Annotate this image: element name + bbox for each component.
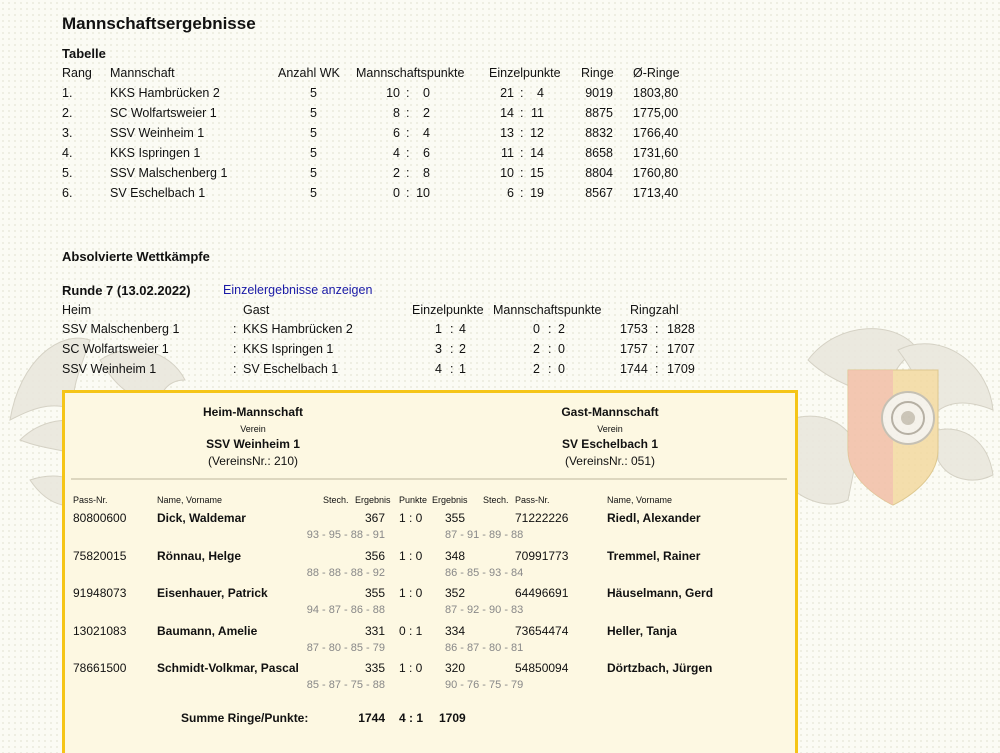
home-result: 367 [364,511,385,525]
guest-result: 334 [445,623,466,638]
standings-mp-guest: 0 [423,86,430,100]
home-pass-nr: 91948073 [73,586,127,600]
home-team-name: SSV Weinheim 1 [206,437,300,451]
standings-rang: 1. [62,86,73,100]
match-mp-sep: : [548,362,552,376]
home-pass-nr: 78661500 [73,661,127,675]
standings-ringe: 8832 [585,126,613,140]
home-series: 87 - 80 - 85 - 79 [306,641,385,654]
standings-team: SV Eschelbach 1 [110,186,206,200]
standings-anzahl-wk: 5 [310,166,317,180]
standings-ringe: 8658 [585,146,613,160]
home-shooter-name: Rönnau, Helge [157,548,242,563]
guest-result: 348 [445,548,466,563]
col-pass-nr-guest: Pass-Nr. [515,495,550,505]
col-stech-home: Stech. [323,495,349,505]
col-mannschaft: Mannschaft [110,66,175,80]
guest-pass-nr: 73654474 [515,623,569,638]
guest-result: 320 [445,661,466,675]
col-pass-nr-home: Pass-Nr. [73,495,108,505]
standings-anzahl-wk: 5 [310,86,317,100]
guest-vereinsnr: (VereinsNr.: 051) [564,454,656,468]
match-rings-home: 1757 [620,342,648,356]
col-name-guest: Name, Vorname [607,495,673,505]
pair-points: 0 : 1 [399,623,423,638]
match-rings-home: 1753 [620,322,648,336]
standings-rang: 5. [62,166,73,180]
match-rings-guest: 1709 [667,362,695,376]
standings-ep-home: 10 [500,166,514,180]
match-guest-team: KKS Hambrücken 2 [243,322,353,336]
standings-ep-home: 13 [500,126,514,140]
standings-anzahl-wk: 5 [310,146,317,160]
standings-ep-guest: 15 [530,166,544,180]
match-home-team: SSV Weinheim 1 [62,362,157,376]
guest-team-heading: Gast-Mannschaft [561,405,659,419]
guest-shooter-name: Tremmel, Rainer [607,548,701,563]
standings-ep-guest: 4 [537,86,544,100]
home-result: 335 [364,661,385,675]
standings-mp-guest: 8 [423,166,430,180]
standings-mp-sep: : [406,106,410,120]
home-series: 94 - 87 - 86 - 88 [306,604,385,616]
standings-avg-ringe: 1731,60 [633,146,679,160]
guest-series: 86 - 85 - 93 - 84 [445,566,524,579]
standings-team: SC Wolfartsweier 1 [110,106,217,120]
match-mp-guest: 0 [558,362,565,376]
col-einzelpunkte-match: Einzelpunkte [412,303,484,317]
match-ep-home: 1 [435,322,442,336]
match-ep-home: 4 [435,362,442,376]
match-home-team: SSV Malschenberg 1 [62,322,180,336]
standings-mp-sep: : [406,126,410,140]
standings-mp-home: 10 [386,86,400,100]
standings-mp-sep: : [406,86,410,100]
home-result: 331 [364,623,385,638]
standings-avg-ringe: 1760,80 [633,166,679,180]
standings-ep-home: 6 [507,186,514,200]
col-heim: Heim [62,303,92,317]
divider [71,478,787,480]
sum-guest-rings: 1709 [439,711,466,725]
standings-avg-ringe: 1803,80 [633,86,679,100]
standings-mp-guest: 6 [423,146,430,160]
guest-result: 355 [445,511,466,525]
home-pass-nr: 13021083 [73,623,127,638]
guest-series: 87 - 91 - 89 - 88 [445,529,524,541]
match-detail-panel [62,390,798,753]
standings-ep-guest: 11 [531,106,544,120]
standings-anzahl-wk: 5 [310,186,317,200]
match-rings-sep: : [655,362,659,376]
standings-team: KKS Hambrücken 2 [110,86,220,100]
match-mp-home: 0 [533,322,540,336]
match-ep-guest: 4 [459,322,466,336]
standings-mp-sep: : [406,146,410,160]
col-name-home: Name, Vorname [157,495,223,505]
match-rings-guest: 1828 [667,322,695,336]
standings-ep-sep: : [520,126,524,140]
standings-team: SSV Weinheim 1 [110,126,205,140]
col-mannschaftspunkte-match: Mannschaftspunkte [493,303,602,317]
standings-mp-sep: : [406,186,410,200]
home-result: 356 [364,548,385,563]
col-ergebnis-home: Ergebnis [355,495,391,505]
match-guest-team: KKS Ispringen 1 [243,342,334,356]
standings-ep-home: 11 [501,146,514,160]
standings-ep-guest: 19 [530,186,544,200]
pair-points: 1 : 0 [399,661,423,675]
standings-ep-sep: : [520,166,524,180]
standings-ep-home: 14 [500,106,514,120]
match-ep-guest: 2 [459,342,466,356]
match-mp-home: 2 [533,362,540,376]
col-ringzahl: Ringzahl [630,303,679,317]
guest-series: 87 - 92 - 90 - 83 [445,604,524,616]
home-verein-label: Verein [240,424,266,434]
standings-ep-sep: : [520,106,524,120]
standings-ep-home: 21 [500,86,514,100]
standings-anzahl-wk: 5 [310,106,317,120]
match-sep: : [233,322,237,336]
col-punkte: Punkte [399,495,428,505]
col-gast: Gast [243,303,270,317]
standings-avg-ringe: 1766,40 [633,126,679,140]
sum-points: 4 : 1 [399,711,424,725]
standings-mp-home: 4 [393,146,400,160]
standings-avg-ringe: 1775,00 [633,106,679,120]
standings-mp-home: 0 [393,186,400,200]
standings-ringe: 8804 [585,166,613,180]
page-title: Mannschaftsergebnisse [62,14,256,33]
col-ringe: Ringe [581,66,614,80]
home-shooter-name: Baumann, Amelie [157,623,258,638]
match-mp-home: 2 [533,342,540,356]
col-mannschaftspunkte: Mannschaftspunkte [356,66,465,80]
guest-verein-label: Verein [597,424,623,434]
standings-ep-sep: : [520,86,524,100]
standings-mp-guest: 2 [423,106,430,120]
col-stech-guest: Stech. [483,495,509,505]
home-series: 85 - 87 - 75 - 88 [306,679,385,691]
col-anzahl-wk: Anzahl WK [278,66,340,80]
home-shooter-name: Eisenhauer, Patrick [157,586,268,600]
match-rings-sep: : [655,322,659,336]
guest-shooter-name: Häuselmann, Gerd [607,586,714,600]
sum-home-rings: 1744 [358,711,385,725]
guest-shooter-name: Heller, Tanja [607,623,677,638]
home-shooter-name: Schmidt-Volkmar, Pascal [157,661,299,675]
standings-rang: 4. [62,146,73,160]
standings-avg-ringe: 1713,40 [633,186,679,200]
standings-ep-sep: : [520,186,524,200]
match-ep-sep: : [450,322,454,336]
guest-team-name: SV Eschelbach 1 [561,437,659,451]
standings-ringe: 8875 [585,106,613,120]
standings-rang: 3. [62,126,73,140]
standings-anzahl-wk: 5 [310,126,317,140]
match-rings-home: 1744 [620,362,648,376]
match-guest-team: SV Eschelbach 1 [243,362,339,376]
sum-label: Summe Ringe/Punkte: [181,711,309,725]
pair-points: 1 : 0 [399,548,423,563]
standings-team: SSV Malschenberg 1 [110,166,228,180]
standings-ep-sep: : [520,146,524,160]
home-pass-nr: 75820015 [73,548,127,563]
match-mp-sep: : [548,342,552,356]
standings-mp-sep: : [406,166,410,180]
standings-ep-guest: 14 [530,146,544,160]
completed-title: Absolvierte Wettkämpfe [62,249,210,264]
col-avg-ringe: Ø-Ringe [633,66,680,80]
standings-mp-guest: 4 [423,126,430,140]
match-rings-sep: : [655,342,659,356]
standings-mp-home: 6 [393,126,400,140]
standings-mp-guest: 10 [416,186,430,200]
home-pass-nr: 80800600 [73,511,127,525]
standings-team: KKS Ispringen 1 [110,146,201,160]
match-sep: : [233,342,237,356]
home-series: 88 - 88 - 88 - 92 [306,566,385,579]
match-ep-guest: 1 [459,362,466,376]
standings-mp-home: 2 [393,166,400,180]
match-mp-sep: : [548,322,552,336]
col-rang: Rang [62,66,92,80]
guest-pass-nr: 54850094 [515,661,569,675]
guest-series: 86 - 87 - 80 - 81 [445,641,524,654]
match-ep-sep: : [450,362,454,376]
guest-result: 352 [445,586,466,600]
standings-ep-guest: 12 [530,126,544,140]
guest-shooter-name: Riedl, Alexander [607,511,701,525]
home-result: 355 [364,586,385,600]
guest-pass-nr: 70991773 [515,548,569,563]
table-title: Tabelle [62,46,106,61]
home-team-heading: Heim-Mannschaft [202,405,303,419]
home-series: 93 - 95 - 88 - 91 [306,529,385,541]
home-shooter-name: Dick, Waldemar [157,511,246,525]
match-home-team: SC Wolfartsweier 1 [62,342,169,356]
match-mp-guest: 2 [558,322,565,336]
standings-mp-home: 8 [393,106,400,120]
guest-pass-nr: 71222226 [515,511,569,525]
pair-points: 1 : 0 [399,511,423,525]
guest-pass-nr: 64496691 [515,586,569,600]
standings-ringe: 8567 [585,186,613,200]
match-sep: : [233,362,237,376]
guest-series: 90 - 76 - 75 - 79 [445,679,524,691]
col-einzelpunkte: Einzelpunkte [489,66,561,80]
pair-points: 1 : 0 [399,586,423,600]
match-mp-guest: 0 [558,342,565,356]
match-ep-sep: : [450,342,454,356]
match-ep-home: 3 [435,342,442,356]
guest-shooter-name: Dörtzbach, Jürgen [607,661,713,675]
standings-rang: 6. [62,186,73,200]
standings-rang: 2. [62,106,73,120]
show-details-link[interactable]: Einzelergebnisse anzeigen [223,283,373,297]
standings-ringe: 9019 [585,86,613,100]
col-ergebnis-guest: Ergebnis [432,495,468,505]
match-rings-guest: 1707 [667,342,695,356]
round-title: Runde 7 (13.02.2022) [62,283,191,298]
home-vereinsnr: (VereinsNr.: 210) [207,454,299,468]
